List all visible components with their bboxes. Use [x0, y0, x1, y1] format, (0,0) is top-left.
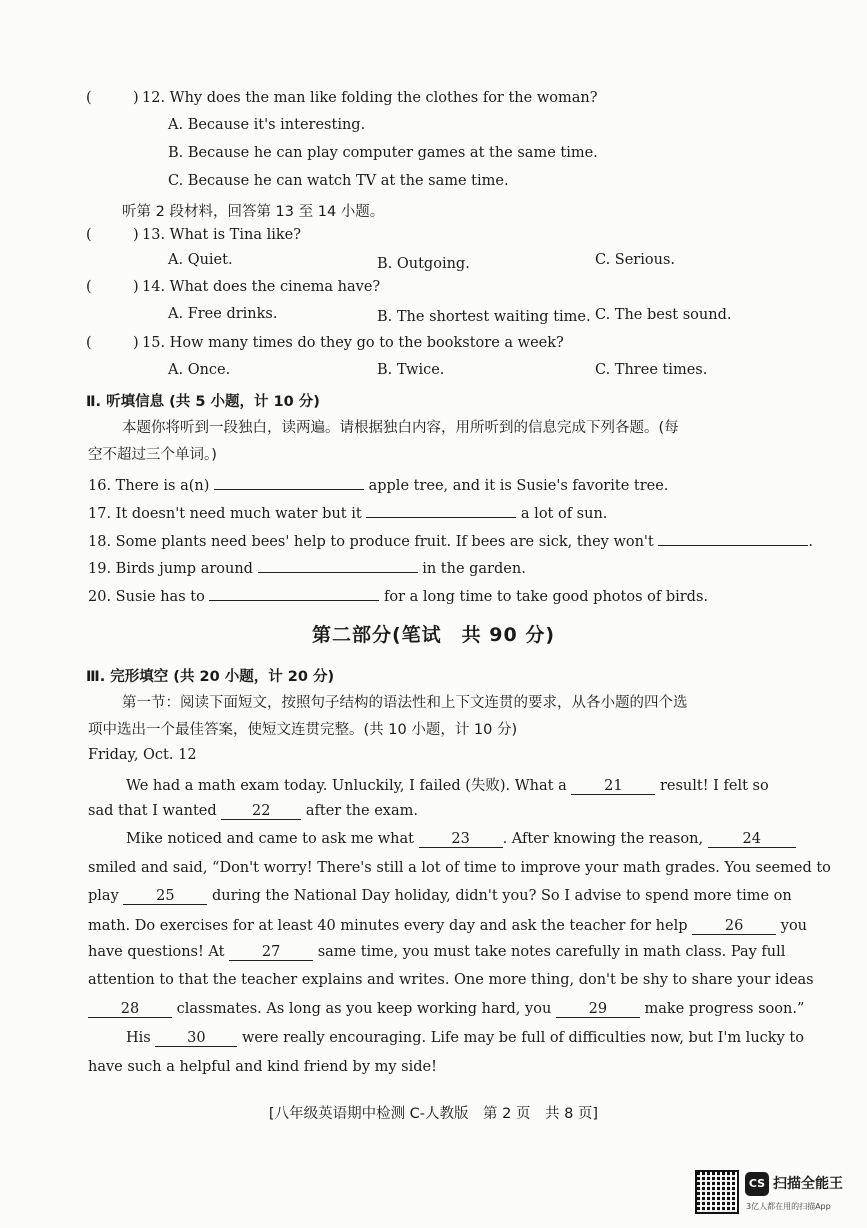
passage-line-4: smiled and said, “Don't worry! There's still a lot of time to improve your math grades. You seemed to [88, 860, 831, 876]
q15-option-a: A. Once. [168, 362, 231, 378]
q14-paren-open: ( [86, 279, 92, 295]
q13-paren-close: ) [133, 227, 139, 243]
q12-paren-open: ( [86, 90, 92, 106]
q15-paren-close: ) [133, 335, 139, 351]
passage-line-6 [88, 918, 807, 935]
passage-text: play [88, 888, 119, 904]
qr-code-image [695, 1170, 739, 1214]
q14-option-c: C. The best sound. [595, 307, 732, 323]
q14-option-b: B. The shortest waiting time. [377, 309, 591, 325]
q16-prefix: 16. There is a(n) [88, 478, 210, 494]
passage-text: classmates. As long as you keep working hard, you [176, 1001, 552, 1017]
blank-27[interactable]: 27 [229, 944, 313, 961]
q12-option-c: C. Because he can watch TV at the same time. [168, 173, 509, 189]
q13-question: 13. What is Tina like? [142, 227, 301, 243]
q12-paren-close: ) [133, 90, 139, 106]
q16-line [88, 473, 668, 494]
passage-text: have questions! At [88, 944, 225, 960]
q17-answer-blank[interactable] [366, 501, 516, 518]
q19-line [88, 556, 526, 577]
page-footer: [八年级英语期中检测 C-人教版 第 2 页 共 8 页] [268, 1106, 599, 1122]
passage-text: math. Do exercises for at least 40 minutes every day and ask the teacher for help [88, 918, 688, 934]
camscanner-logo: CS [745, 1172, 769, 1196]
q12-option-a: A. Because it's interesting. [168, 117, 366, 133]
q12-question: 12. Why does the man like folding the clothes for the woman? [142, 90, 598, 106]
q17-line [88, 501, 607, 522]
q14-question: 14. What does the cinema have? [142, 279, 381, 295]
q20-answer-blank[interactable] [209, 584, 379, 601]
section2-instruction-line2: 空不超过三个单词。) [88, 447, 217, 463]
passage-text: during the National Day holiday, didn't you? So I advise to spend more time on [211, 888, 792, 904]
q15-paren-open: ( [86, 335, 92, 351]
q16-suffix: apple tree, and it is Susie's favorite tree. [368, 478, 669, 494]
section3-instruction-line2: 项中选出一个最佳答案，使短文连贯完整。(共 10 小题，计 10 分) [88, 722, 518, 738]
passage-text: We had a math exam today. Unluckily, I failed (失败). What a [126, 778, 567, 794]
passage-line-9 [88, 1001, 804, 1018]
q12-option-b: B. Because he can play computer games at the same time. [168, 145, 598, 161]
blank-29[interactable]: 29 [556, 1001, 640, 1018]
scanner-app-name: 扫描全能王 [773, 1176, 843, 1192]
blank-23[interactable]: 23 [419, 831, 503, 848]
passage-line-2 [88, 803, 418, 820]
diary-date: Friday, Oct. 12 [88, 747, 197, 763]
q19-prefix: 19. Birds jump around [88, 561, 253, 577]
passage-text: make progress soon.” [644, 1001, 805, 1017]
blank-28[interactable]: 28 [88, 1001, 172, 1018]
section2-heading: Ⅱ. 听填信息 (共 5 小题，计 10 分) [86, 394, 320, 410]
passage-text: Mike noticed and came to ask me what [126, 831, 414, 847]
q18-prefix: 18. Some plants need bees' help to produce fruit. If bees are sick, they won't [88, 534, 654, 550]
blank-24[interactable]: 24 [708, 831, 796, 848]
blank-30[interactable]: 30 [155, 1030, 237, 1047]
passage-text: His [126, 1030, 151, 1046]
section2-instruction-line1: 本题你将听到一段独白，读两遍。请根据独白内容，用所听到的信息完成下列各题。(每 [122, 420, 679, 436]
q19-suffix: in the garden. [422, 561, 526, 577]
passage-line-7 [88, 944, 785, 961]
passage-text: . After knowing the reason, [502, 831, 704, 847]
q14-paren-close: ) [133, 279, 139, 295]
q20-line [88, 584, 708, 605]
q14-option-a: A. Free drinks. [168, 306, 278, 322]
q18-line [88, 529, 813, 550]
passage-line-8: attention to that the teacher explains and writes. One more thing, don't be shy to share your ideas [88, 972, 814, 988]
q15-question: 15. How many times do they go to the bookstore a week? [142, 335, 564, 351]
passage-text: result! I felt so [659, 778, 769, 794]
q13-option-a: A. Quiet. [168, 252, 233, 268]
passage-line-10 [126, 1030, 804, 1047]
scanner-tagline: 3亿人都在用的扫描App [746, 1202, 831, 1211]
part2-title: 第二部分(笔试 共 90 分) [311, 624, 556, 646]
blank-22[interactable]: 22 [221, 803, 301, 820]
section3-heading: Ⅲ. 完形填空 (共 20 小题，计 20 分) [86, 669, 335, 685]
passage2-instruction: 听第 2 段材料，回答第 13 至 14 小题。 [122, 204, 385, 220]
blank-21[interactable]: 21 [571, 778, 655, 795]
passage-line-1 [126, 774, 769, 795]
q16-answer-blank[interactable] [214, 473, 364, 490]
passage-text: you [780, 918, 808, 934]
q13-option-b: B. Outgoing. [377, 256, 470, 272]
passage-text: were really encouraging. Life may be full of difficulties now, but I'm lucky to [241, 1030, 804, 1046]
passage-line-3 [126, 831, 796, 848]
q13-option-c: C. Serious. [595, 252, 675, 268]
q17-suffix: a lot of sun. [520, 506, 608, 522]
passage-text: same time, you must take notes carefully in math class. Pay full [317, 944, 786, 960]
passage-text: sad that I wanted [88, 803, 217, 819]
q13-paren-open: ( [86, 227, 92, 243]
blank-26[interactable]: 26 [692, 918, 776, 935]
q18-answer-blank[interactable] [658, 529, 808, 546]
blank-25[interactable]: 25 [123, 888, 207, 905]
q19-answer-blank[interactable] [258, 556, 418, 573]
q18-suffix: . [808, 534, 813, 550]
q20-suffix: for a long time to take good photos of birds. [384, 589, 709, 605]
section3-instruction-line1: 第一节：阅读下面短文，按照句子结构的语法性和上下文连贯的要求，从各小题的四个选 [122, 695, 688, 711]
q15-option-c: C. Three times. [595, 362, 708, 378]
passage-text: after the exam. [305, 803, 418, 819]
passage-line-11: have such a helpful and kind friend by my side! [88, 1059, 437, 1075]
q20-prefix: 20. Susie has to [88, 589, 205, 605]
passage-line-5 [88, 888, 792, 905]
q17-prefix: 17. It doesn't need much water but it [88, 506, 362, 522]
q15-option-b: B. Twice. [377, 362, 445, 378]
